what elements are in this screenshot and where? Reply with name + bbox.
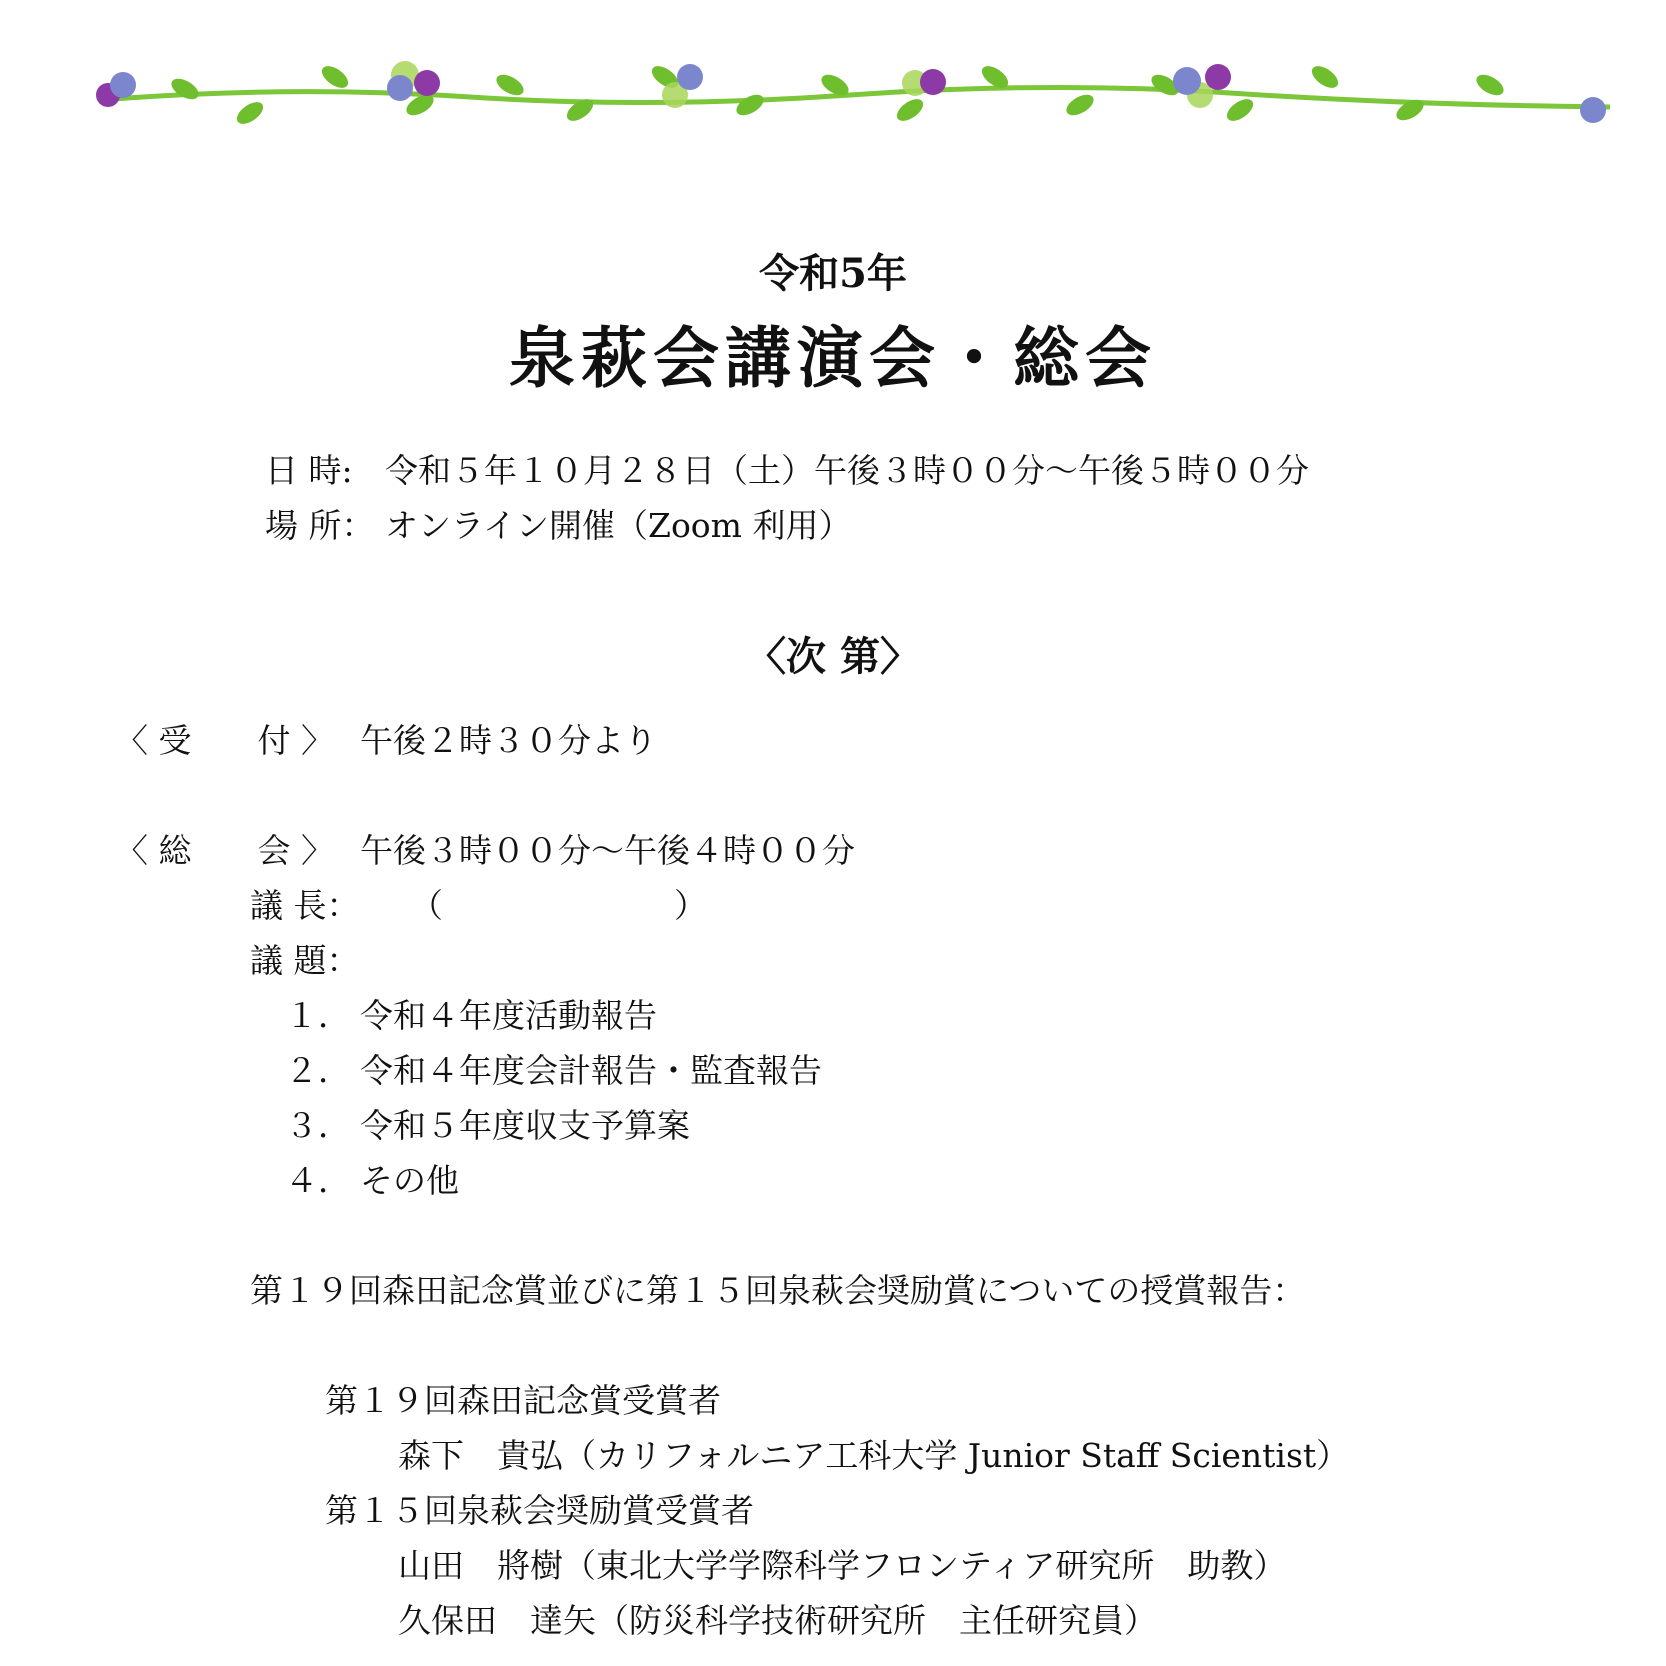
reception-time: 午後２時３０分より xyxy=(360,721,657,760)
vine-garland-decoration xyxy=(90,55,1620,135)
place-label: 場 所： xyxy=(265,506,375,545)
page-title: 泉萩会講演会・総会 xyxy=(509,319,1157,397)
general-meeting-time: 午後３時００分～午後４時００分 xyxy=(360,831,855,870)
place-value: オンライン開催（Zoom 利用） xyxy=(385,506,852,545)
encouragement-award-heading: 第１５回泉萩会奨励賞受賞者 xyxy=(325,1491,754,1530)
awards-intro: 第１９回森田記念賞並びに第１５回泉萩会奨励賞についての授賞報告： xyxy=(250,1271,1306,1310)
topic-item: その他 xyxy=(360,1161,459,1200)
datetime-label: 日 時: xyxy=(265,451,353,490)
general-meeting-label: 〈 総 会 〉 xyxy=(115,831,334,870)
topic-number: １． xyxy=(285,996,351,1035)
topic-item: 令和４年度活動報告 xyxy=(360,996,657,1035)
morita-award-winner: 森下 貴弘（カリフォルニア工科大学 Junior Staff Scientist） xyxy=(398,1436,1350,1475)
chair-value: （ ） xyxy=(410,886,707,925)
chair-label: 議 長： xyxy=(250,886,360,925)
encouragement-award-winner: 山田 將樹（東北大学学際科学フロンティア研究所 助教） xyxy=(398,1546,1287,1585)
encouragement-award-winner: 久保田 達矢（防災科学技術研究所 主任研究員） xyxy=(398,1601,1157,1640)
reception-label: 〈 受 付 〉 xyxy=(115,721,334,760)
era-year-heading: 令和5年 xyxy=(759,250,907,297)
datetime-value: 令和５年１０月２８日（土）午後３時００分～午後５時００分 xyxy=(385,451,1309,490)
topics-label: 議 題： xyxy=(250,941,360,980)
morita-award-heading: 第１９回森田記念賞受賞者 xyxy=(325,1381,721,1420)
topic-item: 令和４年度会計報告・監査報告 xyxy=(360,1051,822,1090)
topic-number: ４． xyxy=(285,1161,351,1200)
topic-item: 令和５年度収支予算案 xyxy=(360,1106,690,1145)
topic-number: ３． xyxy=(285,1106,351,1145)
agenda-heading: 〈次 第〉 xyxy=(746,633,920,680)
topic-number: ２． xyxy=(285,1051,351,1090)
